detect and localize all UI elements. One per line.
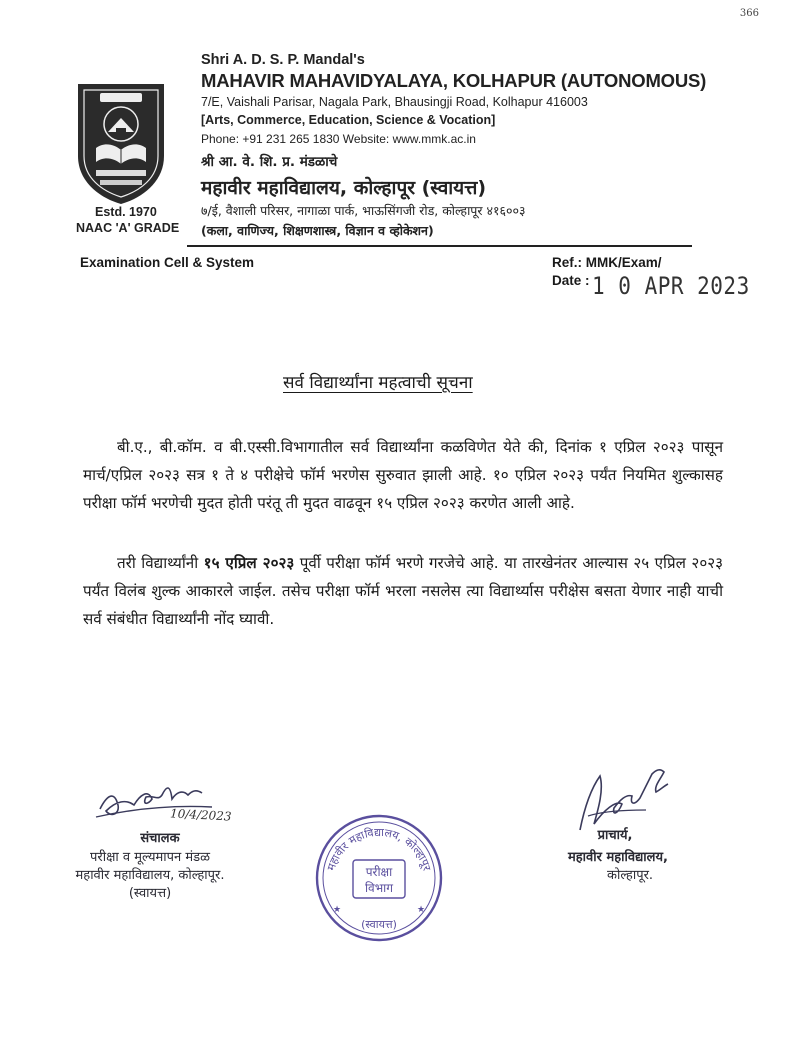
notice-paragraph-2	[83, 549, 723, 633]
stamp-center-line-1: परीक्षा	[365, 865, 393, 879]
established-year: Estd. 1970	[95, 205, 157, 219]
date-label: Date :	[552, 273, 590, 288]
page-number: 366	[739, 8, 759, 19]
college-emblem-icon	[70, 78, 172, 208]
principal-city: कोल्हापूर.	[606, 868, 654, 883]
principal-college: महावीर महाविद्यालय,	[568, 850, 668, 865]
header-divider	[187, 245, 692, 247]
department-name: Examination Cell & System	[80, 255, 255, 270]
contact-en: Phone: +91 231 265 1830 Website: www.mmk.ac.in	[201, 132, 476, 146]
stamp-ring-text: महावीर महाविद्यालय, कोल्हापूर	[324, 825, 434, 873]
director-autonomous: (स्वायत्त)	[128, 886, 172, 901]
director-title: संचालक	[140, 831, 180, 846]
stamp-bottom-text: (स्वायत्त)	[361, 918, 397, 931]
address-en: 7/E, Vaishali Parisar, Nagala Park, Bhausingji Road, Kolhapur 416003	[201, 95, 588, 109]
college-name-mr: महावीर महाविद्यालय, कोल्हापूर (स्वायत्त)	[201, 177, 487, 199]
stamp-center-line-2: विभाग	[364, 881, 394, 895]
paragraph-2-suffix: पूर्वी परीक्षा फॉर्म भरणे गरजेचे आहे. या तारखेनंतर आल्यास २५ एप्रिल २०२३ पर्यंत विलंब शुल्क आकारले जाईल. तसेच परीक्षा फॉर्म भरला नसलेस त्या विद्यार्थ्यास परीक्षेस बसता येणार नाही याची सर्व संबंधीत विद्यार्थ्यांनी नोंद घ्यावी.	[83, 554, 724, 628]
college-name-en: MAHAVIR MAHAVIDYALAYA, KOLHAPUR (AUTONOMOUS)	[201, 70, 707, 91]
reference-number: Ref.: MMK/Exam/	[552, 255, 662, 270]
notice-paragraph-1: बी.ए., बी.कॉम. व बी.एस्सी.विभागातील सर्व विद्यार्थ्यांना कळविणेत येते की, दिनांक १ एप्रिल २०२३ पासून मार्च/एप्रिल २०२३ सत्र १ ते ४ परीक्षेचे फॉर्म भरणेस सुरुवात झाली आहे. १० एप्रिल २०२३ पर्यंत नियमित शुल्कासह परीक्षा फॉर्म भरणेची मुदत होती परंतू ती मुदत वाढवून १५ एप्रिल २०२३ करणेत आली आहे.	[83, 438, 723, 512]
svg-text:★: ★	[333, 905, 342, 915]
society-name-en: Shri A. D. S. P. Mandal's	[201, 52, 365, 68]
streams-mr: (कला, वाणिज्य, शिक्षणशास्त्र, विज्ञान व व्होकेशन)	[201, 223, 434, 238]
svg-text:★: ★	[417, 905, 426, 915]
paragraph-2-prefix: तरी विद्यार्थ्यांनी	[117, 554, 204, 572]
society-name-mr: श्री आ. वे. शि. प्र. मंडळाचे	[201, 154, 338, 170]
director-college: महावीर महाविद्यालय, कोल्हापूर.	[75, 868, 225, 883]
director-signature	[92, 775, 262, 835]
director-dept: परीक्षा व मूल्यमापन मंडळ	[90, 850, 210, 865]
streams-en: [Arts, Commerce, Education, Science & Vocation]	[201, 113, 496, 127]
signature-date: 10/4/2023	[169, 806, 232, 824]
notice-title: सर्व विद्यार्थ्यांना महत्वाची सूचना	[283, 373, 473, 393]
principal-title: प्राचार्य,	[597, 828, 633, 843]
exam-department-stamp	[313, 812, 445, 944]
deadline-date: १५ एप्रिल २०२३	[203, 554, 295, 572]
naac-grade: NAAC 'A' GRADE	[76, 221, 180, 235]
date-stamp: 1 0 APR 2023	[592, 272, 750, 300]
address-mr: ७/ई, वैशाली परिसर, नागाळा पार्क, भाऊसिंगजी रोड, कोल्हापूर ४१६००३	[201, 203, 526, 218]
